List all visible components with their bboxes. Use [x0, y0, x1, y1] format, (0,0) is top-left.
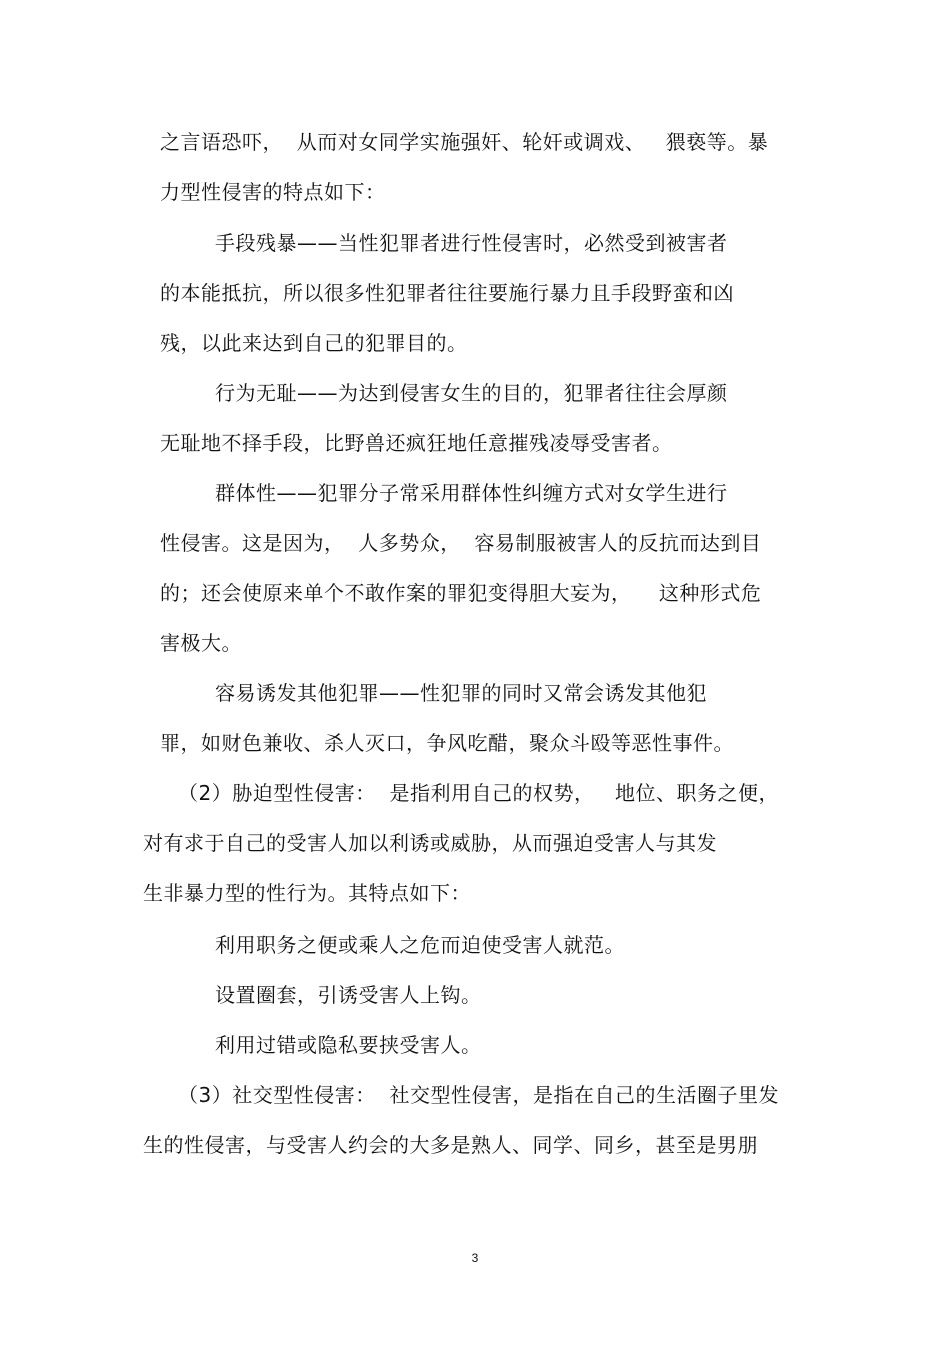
text-line: 生非暴力型的性行为。其特点如下：: [143, 881, 471, 905]
text-line: 之言语恐吓， 从而对女同学实施强奸、轮奸或调戏、 猥亵等。暴: [160, 130, 769, 154]
text-line: 罪，如财色兼收、杀人灭口，争风吃醋，聚众斗殴等恶性事件。: [160, 731, 734, 755]
text-line: 性侵害。这是因为， 人多势众， 容易制服被害人的反抗而达到目: [160, 531, 762, 555]
text-line: 利用过错或隐私要挟受害人。: [215, 1033, 482, 1057]
text-line: 利用职务之便或乘人之危而迫使受害人就范。: [215, 933, 625, 957]
text-line: 容易诱发其他犯罪——性犯罪的同时又常会诱发其他犯: [215, 681, 707, 705]
text-line: 的；还会使原来单个不敢作案的罪犯变得胆大妄为， 这种形式危: [160, 581, 762, 605]
text-line: 害极大。: [160, 631, 242, 655]
text-line: 生的性侵害，与受害人约会的大多是熟人、同学、同乡，甚至是男朋: [143, 1133, 758, 1157]
text-line: （3）社交型性侵害： 社交型性侵害，是指在自己的生活圈子里发: [178, 1083, 779, 1107]
text-line: 群体性——犯罪分子常采用群体性纠缠方式对女学生进行: [215, 481, 728, 505]
text-line: 力型性侵害的特点如下：: [160, 180, 386, 204]
text-line: 无耻地不择手段，比野兽还疯狂地任意摧残凌辱受害者。: [160, 431, 673, 455]
text-line: 的本能抵抗，所以很多性犯罪者往往要施行暴力且手段野蛮和凶: [160, 281, 734, 305]
text-line: 设置圈套，引诱受害人上钩。: [215, 983, 482, 1007]
text-line: 行为无耻——为达到侵害女生的目的，犯罪者往往会厚颜: [215, 381, 728, 405]
text-line: 残，以此来达到自己的犯罪目的。: [160, 331, 468, 355]
text-line: 对有求于自己的受害人加以利诱或威胁，从而强迫受害人与其发: [143, 831, 717, 855]
text-line: （2）胁迫型性侵害： 是指利用自己的权势， 地位、职务之便，: [178, 781, 780, 805]
text-line: 手段残暴——当性犯罪者进行性侵害时，必然受到被害者: [215, 231, 728, 255]
page-number: 3: [471, 1251, 479, 1265]
